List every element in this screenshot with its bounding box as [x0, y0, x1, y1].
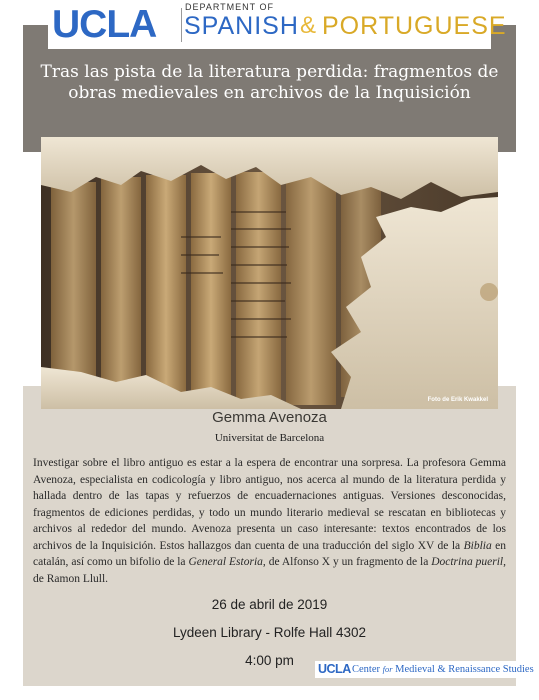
photo-credit: Foto de Erik Kwakkel: [427, 397, 488, 403]
manuscript-photo: [41, 137, 498, 409]
cmrs-ucla-wordmark: UCLA: [318, 662, 351, 676]
ucla-wordmark: UCLA: [52, 3, 157, 46]
speaker-name: Gemma Avenoza: [212, 409, 327, 426]
title-line-1: Tras las pista de la literatura perdida: fragmentos de: [40, 62, 499, 82]
event-venue: Lydeen Library - Rolfe Hall 4302: [172, 625, 367, 640]
ampersand: &: [300, 12, 317, 39]
portuguese-label: PORTUGUESE: [322, 12, 507, 40]
title-line-2: obras medievales en archivos de la Inquisición: [68, 83, 471, 103]
event-title: [23, 62, 516, 104]
speaker-affiliation: Universitat de Barcelona: [214, 432, 325, 444]
cmrs-name: Center for Medieval & Renaissance Studies: [352, 664, 534, 675]
event-description: Investigar sobre el libro antiguo es estar a la espera de encontrar una sorpresa. La profesora Gemma Avenoza, especialista en codicología y libro antiguo, nos acerca al mundo de la literatura perdida y hallada dentro de las tapas y refuerzos de encuadernaciones antiguas. Versiones desconocidas, fragmentos de ediciones perdidas, y todo un mundo literario medieval se rescatan en bibliotecas y archivos al rededor del mundo. Avenoza presenta un caso interesante: textos encontrados de los archivos de la Inquisición. Estos hallazgos dan cuenta de una traducción del siglo XV de la Biblia en catalán, así como un bifolio de la General Estoria, de Alfonso X y un fragmento de la Doctrina pueril, de Ramon Llull.: [33, 457, 507, 585]
spanish-label: SPANISH: [184, 12, 299, 40]
logo-divider: [181, 8, 182, 42]
manuscript-illustration: [41, 137, 498, 409]
event-date: 26 de abril de 2019: [211, 597, 328, 612]
department-of-label: DEPARTMENT OF: [185, 2, 275, 12]
event-time: 4:00 pm: [245, 653, 294, 668]
